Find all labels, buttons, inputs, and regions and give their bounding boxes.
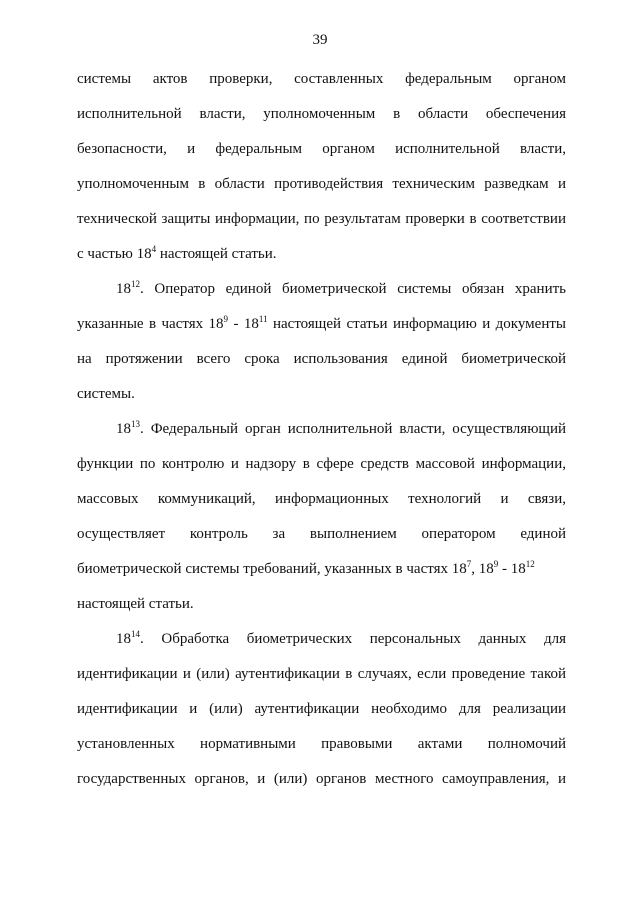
- paragraph-start-18-12: [116, 280, 566, 298]
- text-line: [77, 315, 566, 333]
- superscript: 9: [493, 559, 499, 569]
- paragraph-start-18-13: [116, 420, 566, 438]
- text-line: идентификации и (или) аутентификации в случаях, если проведение такой: [77, 666, 566, 682]
- text-line: исполнительной власти, уполномоченным в области обеспечения: [77, 106, 566, 122]
- text-line: [77, 245, 566, 263]
- text-line: осуществляет контроль за выполнением оператором единой: [77, 526, 566, 542]
- paragraph-start-18-14: [116, 630, 566, 648]
- text-line: технической защиты информации, по результатам проверки в соответствии: [77, 211, 566, 227]
- text-line: установленных нормативными правовыми актами полномочий: [77, 736, 566, 752]
- superscript: 4: [151, 244, 157, 254]
- text-fragment: . Обработка биометрических персональных данных для: [140, 631, 566, 647]
- text-fragment: - 18: [228, 316, 259, 332]
- superscript: 7: [466, 559, 472, 569]
- superscript: 13: [131, 419, 140, 429]
- text-fragment: биометрической системы требований, указанных в частях 18: [77, 561, 467, 577]
- text-line: настоящей статьи.: [77, 596, 194, 612]
- text-line: на протяжении всего срока использования единой биометрической: [77, 351, 566, 367]
- text-fragment: с частью 18: [77, 246, 152, 262]
- text-line: безопасности, и федеральным органом исполнительной власти,: [77, 141, 566, 157]
- text-line: системы.: [77, 386, 135, 402]
- text-fragment: . Оператор единой биометрической системы обязан хранить: [140, 281, 566, 297]
- paragraph-number: 18: [116, 421, 131, 437]
- text-line: функции по контролю и надзору в сфере средств массовой информации,: [77, 456, 566, 472]
- page-number: 39: [312, 32, 328, 48]
- text-fragment: указанные в частях 18: [77, 316, 224, 332]
- superscript: 9: [223, 314, 229, 324]
- text-fragment: настоящей статьи.: [156, 246, 277, 262]
- text-fragment: . Федеральный орган исполнительной власти, осуществляющий: [140, 421, 566, 437]
- paragraph-number: 18: [116, 631, 131, 647]
- superscript: 11: [258, 314, 268, 324]
- superscript: 12: [525, 559, 535, 569]
- text-line: государственных органов, и (или) органов местного самоуправления, и: [77, 771, 566, 787]
- superscript: 12: [131, 279, 140, 289]
- text-fragment: , 18: [471, 561, 494, 577]
- text-fragment: настоящей статьи информацию и документы: [267, 316, 566, 332]
- text-line: массовых коммуникаций, информационных технологий и связи,: [77, 491, 566, 507]
- paragraph-number: 18: [116, 281, 131, 297]
- text-line: уполномоченным в области противодействия техническим разведкам и: [77, 176, 566, 192]
- text-line: системы актов проверки, составленных федеральным органом: [77, 71, 566, 87]
- superscript: 14: [131, 629, 140, 639]
- text-line: идентификации и (или) аутентификации необходимо для реализации: [77, 701, 566, 717]
- text-fragment: - 18: [498, 561, 526, 577]
- text-line: [77, 560, 566, 578]
